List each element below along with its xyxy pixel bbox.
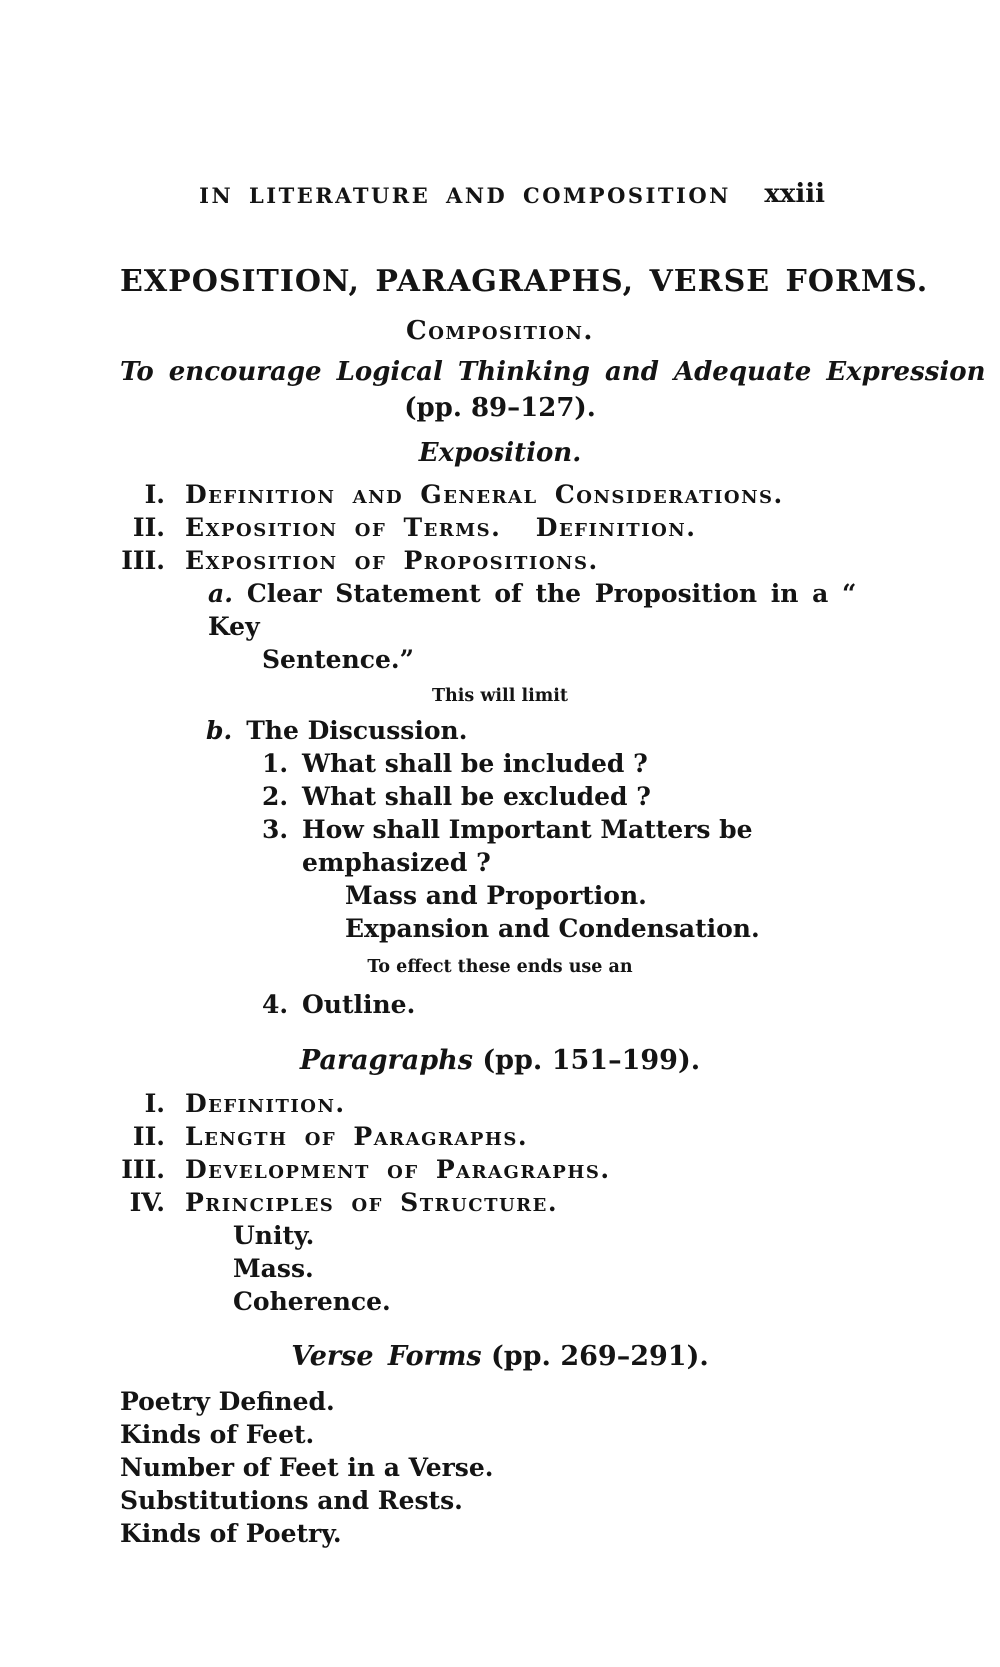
item-number: 3. — [262, 815, 289, 844]
page-number: xxiii — [764, 179, 825, 209]
sub-item-b-text: The Discussion. — [246, 716, 468, 745]
numbered-item — [262, 747, 880, 780]
exposition-heading: Exposition. — [418, 438, 582, 468]
composition-pages: (pp. 89–127). — [404, 393, 596, 423]
verse-line-kinds-of-poetry: Kinds of Poetry. — [120, 1519, 342, 1548]
entry-numeral: I. — [144, 480, 165, 509]
sub-item-b-label: b. — [206, 716, 233, 745]
paragraphs-heading-pages-text: (pp. 151–199). — [482, 1045, 701, 1076]
item-text: What shall be excluded ? — [302, 782, 651, 811]
sub-item-b — [206, 714, 880, 747]
entry-numeral: IV. — [129, 1188, 165, 1217]
sub-item-a — [208, 577, 880, 643]
paragraphs-heading-title: Paragraphs — [299, 1045, 473, 1076]
entry-text: Exposition of Terms. Definition. — [185, 513, 697, 542]
chapter-title: EXPOSITION, PARAGRAPHS, VERSE FORMS. — [120, 264, 929, 299]
paragraphs-list — [120, 1087, 880, 1219]
sub-line-expansion-condensation: Expansion and Condensation. — [345, 914, 760, 943]
toc-entry — [120, 1120, 880, 1153]
entry-numeral: II. — [132, 513, 165, 542]
entry-text: Exposition of Propositions. — [185, 546, 599, 575]
entry-text: Development of Paragraphs. — [185, 1155, 611, 1184]
toc-entry — [120, 544, 880, 577]
toc-entry — [120, 478, 880, 511]
entry-numeral: III. — [121, 546, 165, 575]
sub-item-a-line2: Sentence.” — [262, 645, 414, 674]
verse-forms-list — [120, 1385, 880, 1550]
entry-numeral: III. — [121, 1155, 165, 1184]
item-number: 2. — [262, 782, 289, 811]
exposition-list — [120, 478, 880, 577]
entry-text: Length of Paragraphs. — [185, 1122, 529, 1151]
verse-forms-heading-pages-text: (pp. 269–291). — [491, 1341, 709, 1372]
entry-text: Definition. — [185, 1089, 346, 1118]
composition-heading: Composition. — [406, 316, 594, 346]
verse-forms-heading-gap — [482, 1341, 491, 1372]
numbered-item — [262, 988, 880, 1021]
composition-epigraph: To encourage Logical Thinking and Adequate Expression — [120, 357, 986, 387]
toc-entry — [120, 1186, 880, 1219]
verse-forms-heading — [120, 1339, 880, 1375]
note-this-will-limit: This will limit — [432, 686, 568, 706]
item-text: What shall be included ? — [302, 749, 648, 778]
verse-line-poetry-defined: Poetry Defined. — [120, 1387, 335, 1416]
toc-entry — [120, 511, 880, 544]
verse-forms-heading-title: Verse Forms — [291, 1341, 482, 1372]
sub-line-coherence: Coherence. — [233, 1287, 391, 1316]
note-to-effect-these-ends: To effect these ends use an — [367, 957, 633, 977]
toc-entry — [120, 1153, 880, 1186]
sub-item-a-line1: Clear Statement of the Proposition in a “ Key — [208, 579, 857, 641]
verse-line-number-of-feet: Number of Feet in a Verse. — [120, 1453, 494, 1482]
sub-item-a-label: a. — [208, 579, 233, 608]
toc-entry — [120, 1087, 880, 1120]
sub-line-unity: Unity. — [233, 1221, 315, 1250]
item-text: How shall Important Matters be emphasized ? — [302, 815, 753, 877]
running-header — [120, 179, 880, 209]
numbered-item — [262, 780, 880, 813]
running-title: IN LITERATURE AND COMPOSITION — [199, 183, 731, 208]
item-text: Outline. — [302, 990, 416, 1019]
verse-line-substitutions-rests: Substitutions and Rests. — [120, 1486, 463, 1515]
paragraphs-heading-pages — [473, 1045, 482, 1076]
paragraphs-heading — [120, 1043, 880, 1079]
item-number: 4. — [262, 990, 289, 1019]
entry-numeral: I. — [144, 1089, 165, 1118]
verse-line-kinds-of-feet: Kinds of Feet. — [120, 1420, 315, 1449]
item-number: 1. — [262, 749, 289, 778]
entry-numeral: II. — [132, 1122, 165, 1151]
entry-text: Principles of Structure. — [185, 1188, 559, 1217]
entry-text: Definition and General Considerations. — [185, 480, 784, 509]
sub-line-mass: Mass. — [233, 1254, 314, 1283]
numbered-item — [262, 813, 880, 879]
sub-line-mass-proportion: Mass and Proportion. — [345, 881, 647, 910]
